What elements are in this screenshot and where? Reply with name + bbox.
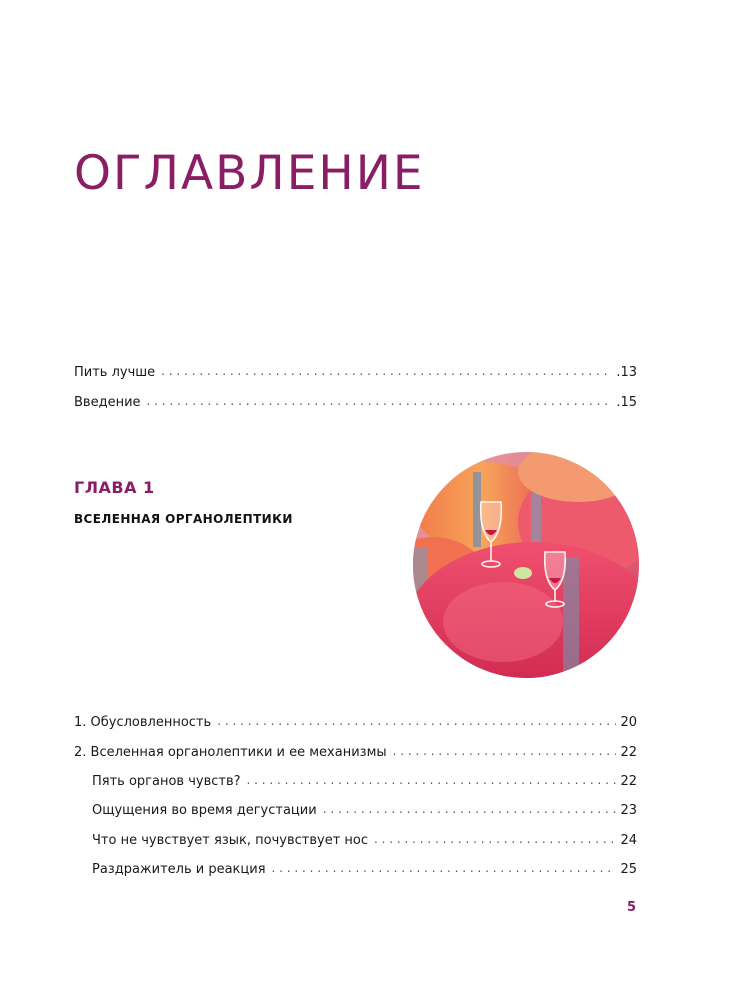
toc-entry-label: 2. Вселенная органолептики и ее механизмы (74, 745, 387, 760)
toc-entry-page: 24 (620, 833, 637, 848)
toc-entry-label: Пять органов чувств? (92, 774, 241, 789)
toc-entry-page: 20 (620, 715, 637, 730)
toc-entry-page: 25 (620, 862, 637, 877)
toc-entry-five-senses[interactable] (92, 773, 637, 790)
leader-dots (217, 713, 616, 729)
toc-entry-universe[interactable] (74, 744, 637, 761)
leader-dots (374, 831, 616, 847)
toc-entry-label: Введение (74, 395, 141, 410)
toc-entry-stimulus[interactable] (92, 861, 637, 878)
toc-entry-page: .13 (616, 365, 637, 380)
chapter-label: ГЛАВА 1 (74, 478, 155, 497)
toc-entry-label: Пить лучше (74, 365, 156, 380)
toc-entry-page: 22 (620, 774, 637, 789)
toc-entry-sensations[interactable] (92, 802, 637, 819)
page-title: ОГЛАВЛЕНИЕ (74, 146, 425, 201)
toc-entry-page: 22 (620, 745, 637, 760)
toc-entry-tongue-nose[interactable] (92, 832, 637, 849)
leader-dots (161, 363, 612, 379)
toc-entry-label: Ощущения во время дегустации (92, 803, 317, 818)
wine-barrels-photo (413, 452, 639, 678)
wine-barrels-with-glasses-icon (413, 452, 639, 678)
toc-entry-label: Что не чувствует язык, почувствует нос (92, 833, 368, 848)
toc-entry-label: 1. Обусловленность (74, 715, 212, 730)
leader-dots (272, 860, 617, 876)
toc-entry-conditioning[interactable] (74, 714, 637, 731)
chapter-title: ВСЕЛЕННАЯ ОРГАНОЛЕПТИКИ (74, 512, 293, 526)
leader-dots (393, 743, 617, 759)
toc-entry-drink-better[interactable] (74, 364, 637, 381)
page-number: 5 (627, 900, 637, 915)
toc-entry-introduction[interactable] (74, 394, 637, 411)
toc-entry-page: .15 (616, 395, 637, 410)
toc-entry-page: 23 (620, 803, 637, 818)
leader-dots (247, 772, 617, 788)
toc-entry-label: Раздражитель и реакция (92, 862, 266, 877)
leader-dots (147, 393, 613, 409)
leader-dots (323, 801, 617, 817)
